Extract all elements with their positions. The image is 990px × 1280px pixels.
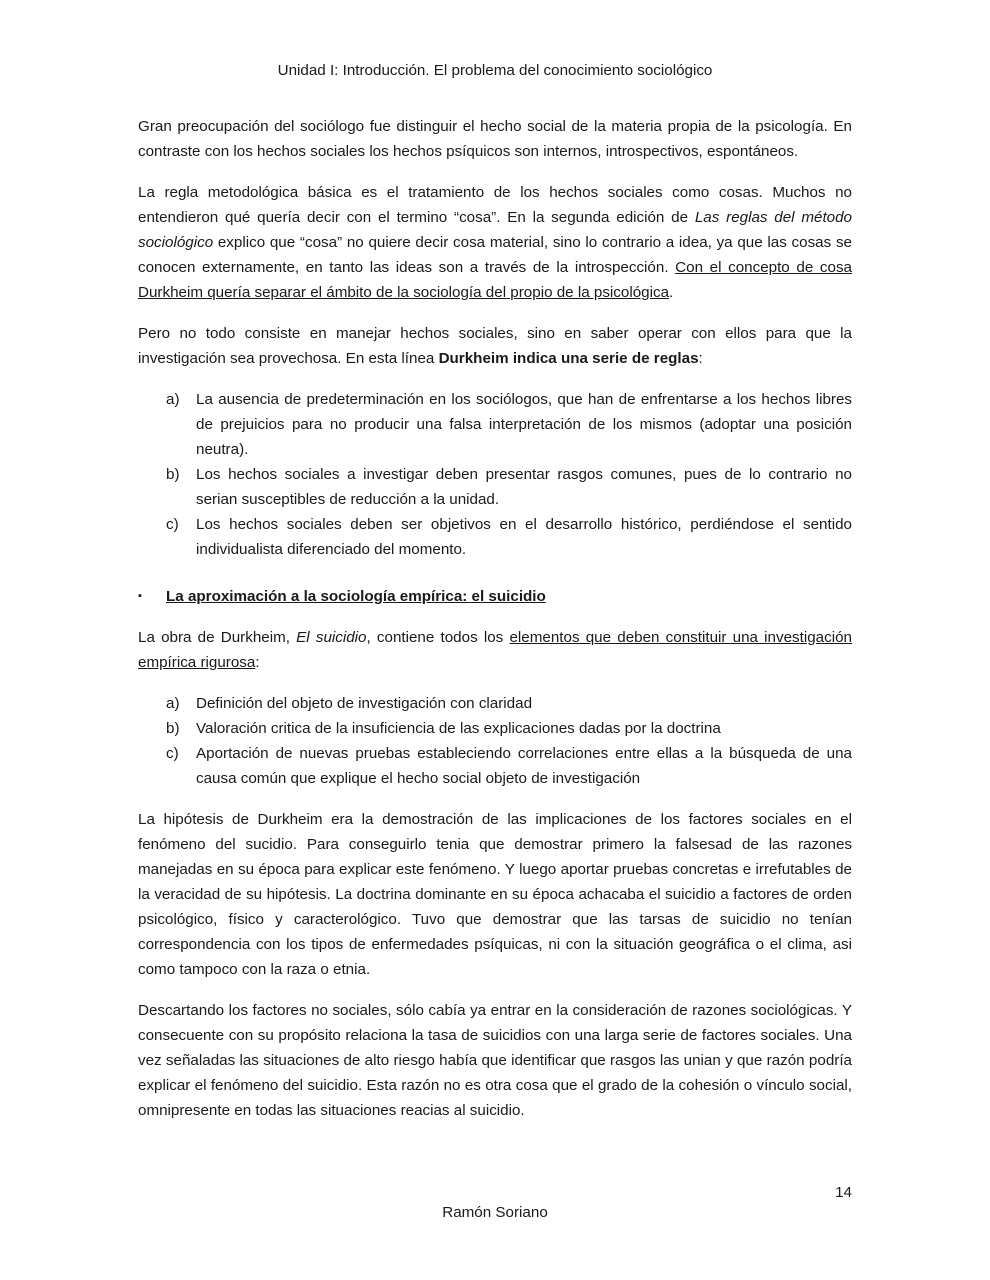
list-item [138, 387, 852, 462]
list-marker: a) [166, 695, 180, 712]
paragraph-suicide-work [138, 625, 852, 675]
paragraph-social-factors: Descartando los factores no sociales, sólo cabía ya entrar en la consideración de razones sociológicas. Y consecuente con su propósito relaciona la tasa de suicidios con una larga serie de factores sociales. Una vez señaladas las situaciones de alto riesgo había que identificar que rasgos las unian y que razón podría explicar el fenómeno del suicidio. Esta razón no es otra cosa que el grado de la cohesión o vínculo social, omnipresente en todas las situaciones reacias al suicidio. [138, 1002, 852, 1119]
section-title: La aproximación a la sociología empírica: el suicidio [166, 588, 546, 605]
paragraph-hypothesis: La hipótesis de Durkheim era la demostración de las implicaciones de los factores sociales en el fenómeno del sucidio. Para conseguirlo tenia que demostrar primero la falsesad de las razones manejadas en su época para explicar este fenómeno. Y luego aportar pruebas concretas e irrefutables de la veracidad de su hipótesis. La doctrina dominante en su época achacaba el suicidio a factores de orden psicológico, físico y caracterológico. Tuvo que demostrar que las tarsas de suicidio no tenían correspondencia con los tipos de enfermedades psíquicas, ni con la situación geográfica o el clima, asi como tampoco con la raza o etnia. [138, 811, 852, 978]
document-body [138, 114, 852, 1139]
list-item [138, 512, 852, 562]
paragraph-rules-intro [138, 321, 852, 371]
paragraph-text: La obra de Durkheim, [138, 629, 297, 646]
list-item-text: Aportación de nuevas pruebas estableciendo correlaciones entre ellas a la búsqueda de una causa común que explique el hecho social objeto de investigación [196, 745, 852, 787]
page-footer-author: Ramón Soriano [442, 1204, 548, 1221]
paragraph-method-rule [138, 180, 852, 305]
list-item-text: Los hechos sociales a investigar deben presentar rasgos comunes, pues de lo contrario no serian susceptibles de reducción a la unidad. [196, 466, 852, 508]
square-bullet-icon: ▪ [138, 590, 142, 602]
elements-list [138, 691, 852, 791]
bold-text: Durkheim indica una serie de reglas [438, 350, 699, 367]
list-item-text: Los hechos sociales deben ser objetivos en el desarrollo histórico, perdiéndose el sentido individualista diferenciado del momento. [196, 516, 852, 558]
section-heading [138, 584, 852, 609]
list-marker: b) [166, 720, 180, 737]
list-item-text: La ausencia de predeterminación en los sociólogos, que han de enfrentarse a los hechos libres de prejuicios para no producir una falsa interpretación de los mismos (adoptar una posición neutra). [196, 391, 852, 458]
paragraph-text: La regla metodológica básica es el tratamiento de los hechos sociales como cosas. Muchos no entendieron qué quería decir con el termino “cosa”. En la segunda edición de [138, 184, 852, 226]
list-marker: c) [166, 516, 179, 533]
paragraph-text: : [255, 654, 260, 671]
paragraph-psychology: Gran preocupación del sociólogo fue distinguir el hecho social de la materia propia de la psicología. En contraste con los hechos sociales los hechos psíquicos son internos, introspectivos, espontáneos. [138, 118, 852, 160]
rules-list [138, 387, 852, 562]
list-item [138, 462, 852, 512]
list-marker: a) [166, 391, 180, 408]
list-item [138, 741, 852, 791]
paragraph-text: : [698, 350, 703, 367]
paragraph-text: . [669, 284, 674, 301]
page-number: 14 [835, 1184, 852, 1201]
underlined-text: elementos que deben constituir una investigación empírica rigurosa [138, 629, 852, 671]
list-item [138, 691, 852, 716]
paragraph-text: explico que “cosa” no quiere decir cosa material, sino lo contrario a idea, ya que las cosas se conocen externamente, en tanto las ideas son a través de la introspección. [138, 234, 852, 276]
book-title: El suicidio [296, 629, 367, 646]
paragraph-text: , contiene todos los [366, 629, 510, 646]
list-marker: b) [166, 466, 180, 483]
list-item [138, 716, 852, 741]
page-header: Unidad I: Introducción. El problema del conocimiento sociológico [277, 62, 713, 79]
list-marker: c) [166, 745, 179, 762]
book-title: Las reglas del método sociológico [138, 209, 852, 251]
paragraph-text: Pero no todo consiste en manejar hechos sociales, sino en saber operar con ellos para que la investigación sea provechosa. En esta línea [138, 325, 852, 367]
underlined-text: Con el concepto de cosa Durkheim quería separar el ámbito de la sociología del propio de la psicológica [138, 259, 852, 301]
list-item-text: Valoración critica de la insuficiencia de las explicaciones dadas por la doctrina [196, 720, 721, 737]
list-item-text: Definición del objeto de investigación con claridad [196, 695, 533, 712]
